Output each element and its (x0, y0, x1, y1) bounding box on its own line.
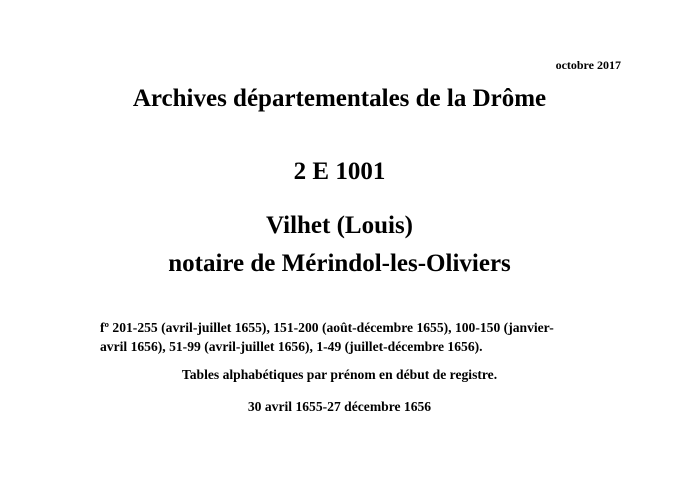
notary-name: Vilhet (Louis) (266, 212, 413, 239)
folio-ranges (100, 318, 600, 356)
document-date: octobre 2017 (555, 58, 621, 72)
tables-note: Tables alphabétiques par prénom en début de registre. (181, 367, 498, 382)
notary-place: notaire de Mérindol-les-Oliviers (168, 250, 511, 277)
institution-title: Archives départementales de la Drôme (132, 85, 547, 112)
folio-ranges-line-2: avril 1656), 51-99 (avril-juillet 1656), 1-49 (juillet-décembre 1656). (100, 339, 483, 354)
date-range: 30 avril 1655-27 décembre 1656 (247, 399, 432, 414)
folio-ranges-line-1: fº 201-255 (avril-juillet 1655), 151-200 (août-décembre 1655), 100-150 (janvier- (100, 320, 554, 335)
archive-reference: 2 E 1001 (293, 158, 386, 185)
